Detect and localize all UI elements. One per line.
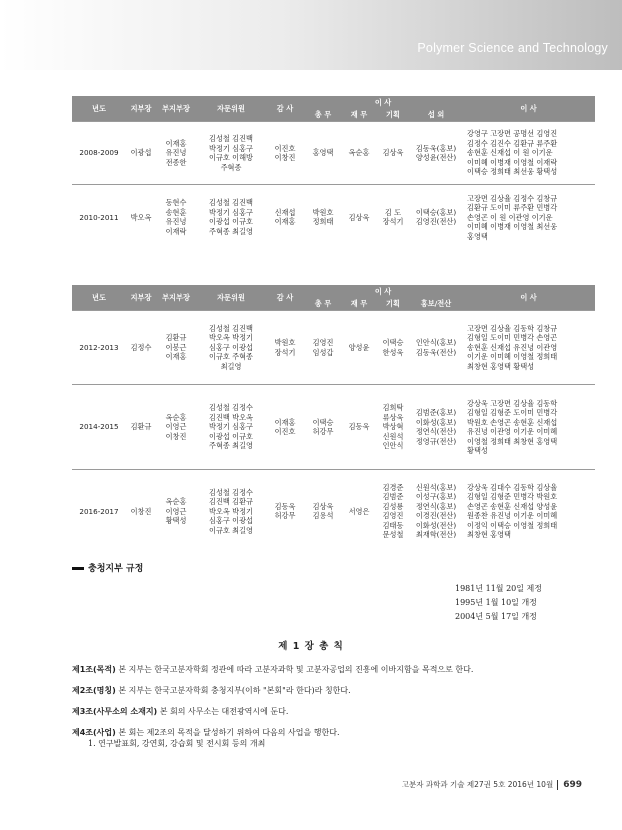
board-cell [462,185,595,250]
finance-cell [342,470,376,553]
table-row [72,385,595,470]
advisors-cell [196,185,266,250]
header-planning: 기획 [376,298,410,311]
cell-line: 이영철 정희태 최창현 홍영택 [467,436,558,446]
finance-cell [342,311,376,385]
cell-line: 김동욱(전산) [415,347,457,357]
auditor-cell [266,470,304,553]
revision-dates [455,582,542,624]
cell-line: 신원석(홍보) [415,482,457,492]
article-title: 제4조(사업) [72,728,116,737]
cell-line: 김성철 김정수 [209,403,253,413]
cell-line: 허강무 [274,511,296,521]
cell-line: 김형일 김형준 도이미 민병각 [467,408,558,417]
planning-cell [376,385,410,470]
cell-line: 동현수 [165,198,187,208]
cell-line: 이미혜 이병재 이영철 이재락 [467,157,558,167]
header-year: 년도 [72,96,126,122]
cell-line: 김형일 도이미 민병각 손영곤 [467,333,558,343]
cell-line: 이진호 [274,143,296,153]
cell-line: 이정익 이택승 이영철 정희태 [467,520,558,530]
cell-line: 김환규 도이미 류주환 민병각 [467,203,558,212]
year-cell: 2008-2009 [72,122,126,185]
cell-line: 김희탁 [382,403,404,413]
cell-line: 이화성(전산) [415,520,457,530]
cell-line: 이택승(홍보) [415,207,457,217]
vice-head-cell [156,385,196,470]
cell-line: 김상욱 [382,148,404,158]
header-board: 이 사 [462,96,595,122]
article-4-item-1: 1. 연구발표회, 강연회, 강습회 및 전시회 등의 개최 [88,739,266,748]
advisors-cell [196,470,266,553]
article-title: 제3조(사무소의 소재지) [72,707,158,716]
table-row [72,185,595,250]
cell-line: 옥순홍 [165,412,187,422]
cell-line: 이기운 이미혜 이영철 정희태 [467,352,558,362]
cell-line: 박원호 손영곤 송현훈 신재섭 [467,417,558,427]
cell-line: 김영진 [312,338,334,347]
cell-line: 김범준 [382,492,404,502]
cell-line: 이미혜 이병재 이영철 최선웅 [467,222,558,231]
cell-line: 이재홍 [165,352,187,362]
cell-line: 김 도 [384,207,402,217]
cell-line: 이봉근 [165,342,187,352]
cell-line: 김진백 박오옥 [209,412,253,422]
cell-line: 임성갑 [312,347,334,357]
cell-line: 김형일 김형준 민병각 박원호 [467,492,558,502]
auditor-cell [266,311,304,385]
cell-line: 정영규(전산) [415,436,457,446]
cell-line: 장석기 [382,217,404,227]
cell-line: 이규호 이해방 [209,153,253,162]
cell-line: 원종찬 유진녕 이기운 이미혜 [467,511,558,521]
cell-line: 김정수 김진수 김환규 류주환 [467,138,558,148]
year-cell: 2010-2011 [72,185,126,250]
cell-line: 김환규 [165,333,187,343]
cell-line: 최창현 홍영택 [467,530,511,540]
vice-head-cell [156,185,196,250]
article-title: 제2조(명칭) [72,686,116,695]
cell-line: 박오옥 박정기 [209,506,253,516]
cell-line: 유진녕 [165,217,187,227]
vice-head-cell [156,311,196,385]
table-row [72,122,595,185]
cell-line: 이경진(전산) [415,511,457,521]
cell-line: 김범준(홍보) [415,408,457,417]
cell-line: 박원호 [274,338,296,347]
cell-line: 이택승 정희태 최선웅 황택성 [467,167,558,177]
cell-line: 인안식(홍보) [415,338,457,347]
cell-line: 서영은 [348,506,370,516]
header-general: 총 무 [304,298,342,311]
header-auditor: 감 사 [266,96,304,122]
advisors-cell [196,311,266,385]
branch-head-cell: 김환규 [126,385,156,470]
cell-line: 한성욱 [382,347,404,357]
cell-line: 이규호 최길영 [209,525,253,535]
article-body: 본 회는 제2조의 목적을 달성하기 위하여 다음의 사업을 행한다. [115,728,340,737]
article-2 [72,685,592,696]
section-heading [72,561,143,574]
cell-line: 최길영 [220,361,242,371]
cell-line: 김영진 [382,511,404,521]
cell-line: 문성철 [382,530,404,540]
cell-line: 옥순홍 [348,148,370,158]
header-directors-group: 이 사 [304,96,462,109]
header-planning: 기획 [376,109,410,122]
header-general: 총 무 [304,109,342,122]
cell-line: 심홍구 이광섭 [209,516,253,525]
advisors-cell [196,385,266,470]
header-external: 홍보/전산 [410,298,462,311]
cell-line: 박정기 심홍구 [209,143,253,153]
cell-line: 장석기 [274,347,296,357]
journal-title: Polymer Science and Technology [417,41,608,55]
cell-line: 정연식(전산) [415,427,457,436]
date-line: 1981년 11월 20일 제정 [455,584,542,593]
vice-head-cell [156,122,196,185]
cell-line: 김성룡 [382,501,404,511]
article-3 [72,706,592,717]
cell-line: 이성구(홍보) [415,492,457,502]
page-footer [402,779,582,790]
cell-line: 심홍구 이광섭 [209,342,253,352]
article-4 [72,727,592,738]
cell-line: 주혁종 [220,162,242,172]
cell-line: 고장면 김상율 김동학 김창규 [467,323,558,333]
cell-line: 김상욱 [348,212,370,222]
cell-line: 김성철 김진백 [209,134,253,143]
auditor-cell [266,122,304,185]
header-board: 이 사 [462,285,595,311]
branch-head-cell: 이창진 [126,470,156,553]
cell-line: 옥순홍 [165,497,187,506]
vice-head-cell [156,470,196,553]
planning-cell [376,311,410,385]
cell-line: 유진녕 이관영 이기운 이미혜 [467,427,558,436]
cell-line: 김성철 김정수 [209,487,253,497]
cell-line: 이광섭 이규호 [209,217,253,227]
finance-cell [342,185,376,250]
cell-line: 이택승 [312,417,334,427]
cell-line: 신재섭 [274,207,296,217]
cell-line: 이규호 주혁종 [209,352,253,362]
officers-table-2 [72,285,595,553]
cell-line: 송현훈 신재섭 이 원 이기운 [467,148,553,158]
cell-line: 이택승 [382,338,404,347]
cell-line: 이재홍 [165,138,187,148]
cell-line: 양성윤 [348,342,370,352]
general-cell [304,122,342,185]
header-vice-head: 부지부장 [156,285,196,311]
planning-cell [376,122,410,185]
external-cell [410,122,462,185]
planning-cell [376,185,410,250]
year-cell: 2014-2015 [72,385,126,470]
header-advisors: 자문위원 [196,285,266,311]
cell-line: 황택성 [165,516,187,525]
header-banner [0,0,622,70]
branch-head-cell: 이광섭 [126,122,156,185]
cell-line: 이재홍 [274,217,296,227]
cell-line: 유진녕 [165,148,187,158]
cell-line: 정연식(홍보) [415,501,457,511]
articles [72,664,592,749]
cell-line: 이창진 [274,153,296,162]
cell-line: 박오옥 박정기 [209,333,253,343]
header-external: 섭 외 [410,109,462,122]
cell-line: 이영근 [165,506,187,516]
cell-line: 홍영택 [312,148,334,158]
branch-head-cell: 박오옥 [126,185,156,250]
cell-line: 손영곤 이 원 이관영 이기운 [467,212,553,222]
cell-line: 인안식 [382,441,404,451]
branch-head-cell: 김정수 [126,311,156,385]
cell-line: 김성철 김진백 [209,323,253,333]
article-title: 제1조(목적) [72,665,116,674]
board-cell [462,385,595,470]
cell-line: 김상욱 [312,501,334,511]
year-cell: 2016-2017 [72,470,126,553]
board-cell [462,470,595,553]
external-cell [410,385,462,470]
header-directors-group: 이 사 [304,285,462,298]
external-cell [410,185,462,250]
cell-line: 김동욱 [348,422,370,432]
officers-table-1 [72,96,595,250]
general-cell [304,185,342,250]
header-auditor: 감 사 [266,285,304,311]
table-row [72,311,595,385]
general-cell [304,311,342,385]
article-body: 본 지부는 한국고분자학회 정관에 따라 고분자과학 및 고분자공업의 진흥에 이바지함을 목적으로 한다. [115,665,474,674]
header-branch-head: 지부장 [126,96,156,122]
cell-line: 박상혁 [382,422,404,432]
date-line: 2004년 5월 17일 개정 [455,612,537,621]
cell-line: 전종한 [165,157,187,167]
footer-journal: 고분자 과학과 기술 제27권 5호 2016년 10월 [401,780,554,789]
cell-line: 이진호 [274,427,296,436]
header-finance: 재 무 [342,109,376,122]
header-finance: 재 무 [342,298,376,311]
table-row [72,470,595,553]
cell-line: 최창현 홍영택 황택성 [467,361,535,371]
cell-line: 주혁종 최길영 [209,226,253,236]
year-cell: 2012-2013 [72,311,126,385]
cell-line: 양성윤(전산) [415,153,457,162]
finance-cell [342,122,376,185]
cell-line: 박원호 [312,207,334,217]
board-cell [462,122,595,185]
cell-line: 송현훈 신재섭 유진녕 이관영 [467,342,558,352]
cell-line: 김경준 [382,482,404,492]
date-line: 1995년 1월 10일 개정 [455,598,537,607]
cell-line: 김진백 김환규 [209,497,253,506]
cell-line: 이재락 [165,226,187,236]
header-advisors: 자문위원 [196,96,266,122]
chapter-title: 제 1 장 총 칙 [278,641,344,652]
auditor-cell [266,385,304,470]
cell-line: 김영진(전산) [415,217,457,227]
cell-line: 김동욱 [274,501,296,511]
cell-line: 최재학(전산) [415,530,457,540]
section-bar [72,567,84,570]
external-cell [410,470,462,553]
general-cell [304,385,342,470]
cell-line: 강상욱 김대수 김동학 김상율 [467,482,558,492]
planning-cell [376,470,410,553]
external-cell [410,311,462,385]
page-number: 699 [557,780,582,790]
cell-line: 이화성(홍보) [415,417,457,427]
cell-line: 주혁종 최길영 [209,441,253,451]
cell-line: 허강무 [312,427,334,436]
cell-line: 김태동 [382,520,404,530]
header-vice-head: 부지부장 [156,96,196,122]
article-1 [72,664,592,675]
cell-line: 김동욱(홍보) [415,143,457,153]
cell-line: 신원석 [382,431,404,441]
section-heading-text: 충청지부 규정 [88,564,144,574]
cell-line: 고장면 김상율 김정수 김창규 [467,193,558,203]
article-body: 본 회의 사무소는 대전광역시에 둔다. [157,707,289,716]
cell-line: 이영근 [165,422,187,432]
cell-line: 정희태 [312,217,334,227]
cell-line: 강상욱 고장면 김상율 김동학 [467,398,558,408]
auditor-cell [266,185,304,250]
article-body: 본 지부는 한국고분자학회 충청지부(이하 "본회"라 한다)라 칭한다. [115,686,351,695]
cell-line: 황택성 [467,446,488,455]
cell-line: 홍영택 [467,231,488,241]
cell-line: 손영곤 송현훈 신재섭 양성윤 [467,501,558,511]
cell-line: 강영구 고장면 공명선 김영진 [467,129,558,139]
header-branch-head: 지부장 [126,285,156,311]
advisors-cell [196,122,266,185]
header-year: 년도 [72,285,126,311]
general-cell [304,470,342,553]
finance-cell [342,385,376,470]
cell-line: 이창진 [165,431,187,441]
cell-line: 류상욱 [382,412,404,422]
cell-line: 송현훈 [165,207,187,217]
cell-line: 이재홍 [274,417,296,427]
cell-line: 김용석 [312,511,334,521]
cell-line: 김성철 김진백 [209,198,253,208]
cell-line: 이광섭 이규호 [209,431,253,441]
cell-line: 박정기 심홍구 [209,422,253,432]
cell-line: 박정기 심홍구 [209,207,253,217]
board-cell [462,311,595,385]
